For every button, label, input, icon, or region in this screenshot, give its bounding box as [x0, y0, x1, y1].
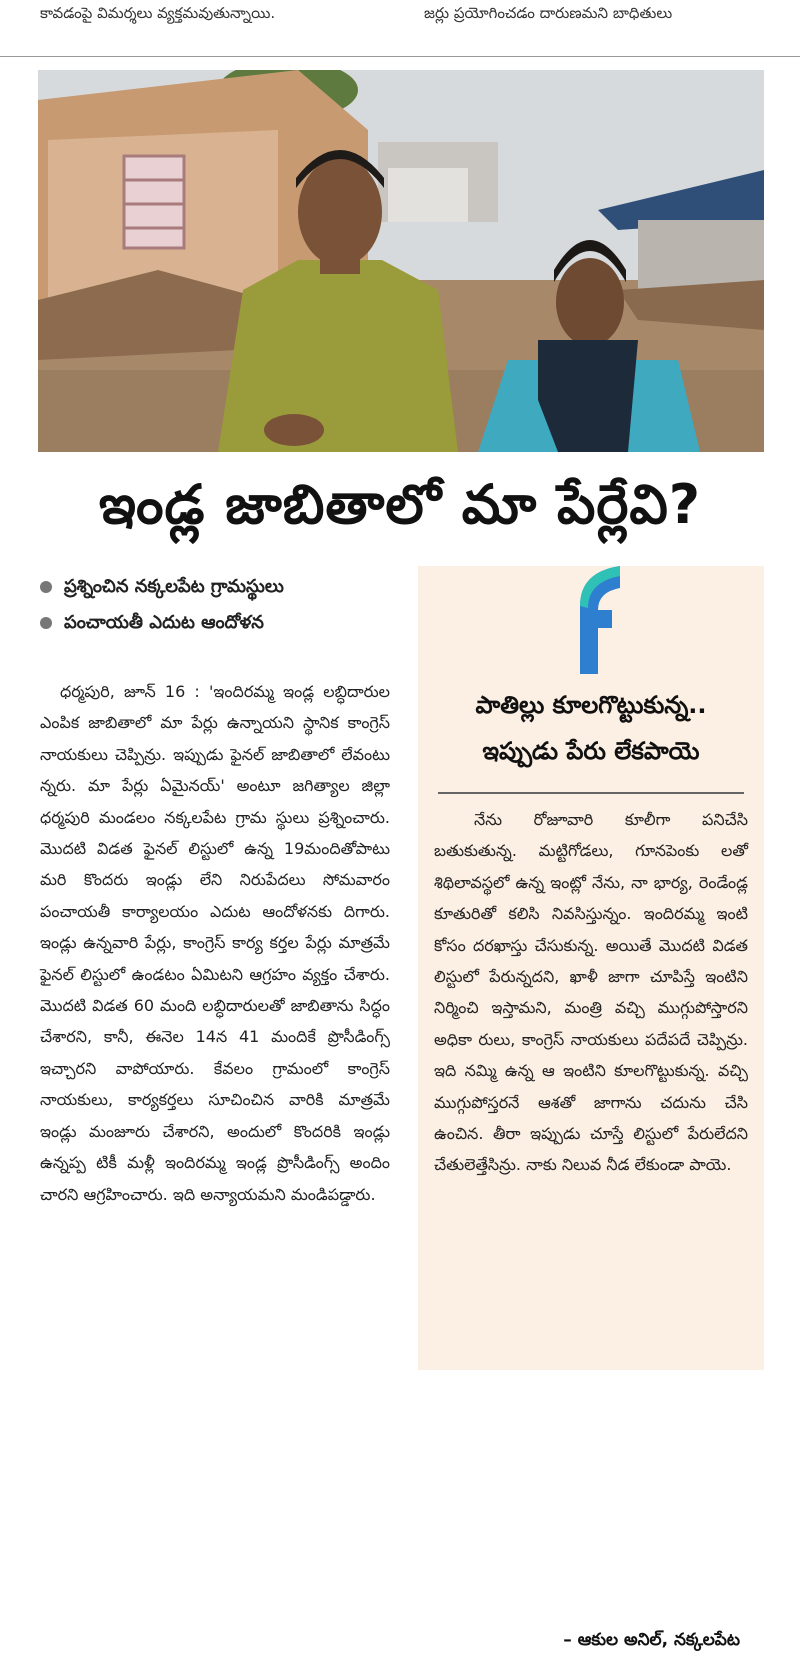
news-photo	[38, 70, 764, 452]
sidebar-heading	[418, 682, 764, 774]
sidebar-byline: – ఆకుల అనిల్, నక్కలపేట	[563, 1630, 740, 1650]
photo-two-villagers-before-damaged-house	[38, 70, 764, 452]
sidebar-heading-line2: ఇప్పుడు పేరు లేకపాయె	[482, 737, 700, 765]
sidebar-heading-line1: పాతిల్లు కూలగొట్టుకున్న..	[475, 691, 707, 719]
bullet-text: పంచాయతీ ఎదుట ఆందోళన	[64, 612, 264, 633]
prev-text-left: కావడంపై విమర్శలు వ్యక్తమవుతున్నాయి.	[40, 4, 276, 22]
article-body: ధర్మపురి, జూన్ 16 : 'ఇందిరమ్మ ఇండ్ల లబ్ధిదారుల ఎంపిక జాబితాలో మా పేర్లు ఉన్నాయని స్థానిక కాంగ్రెస్ నాయకులు చెప్పిన్రు. ఇప్పుడు ఫైనల్ జాబితాలో లేవంటు న్నరు. మా పేర్లు ఏమైనయ్' అంటూ జగిత్యాల జిల్లా ధర్మపురి మండలం నక్కలపేట గ్రామ స్థులు ప్రశ్నించారు. మొదటి విడత ఫైనల్ లిస్టులో ఉన్న 19మందితోపాటు మరి కొందరు ఇండ్లు లేని నిరుపేదలు సోమవారం పంచాయతీ కార్యాలయం ఎదుట ఆందోళనకు దిగారు. ఇండ్లు ఉన్నవారి పేర్లు, కాంగ్రెస్ కార్య కర్తల పేర్లు మాత్రమే ఫైనల్ లిస్టులో ఉండటం ఏమిటని ఆగ్రహం వ్యక్తం చేశారు. మొదటి విడత 60 మంది లబ్ధిదారులతో జాబితాను సిద్ధం చేశారని, కానీ, ఈనెల 14న 41 మందికే ప్రొసీడింగ్స్ ఇచ్చారని వాపోయారు. కేవలం గ్రామంలో కాంగ్రెస్ నాయకులు, కార్యకర్తలు సూచించిన వారికి మాత్రమే ఇండ్లు మంజూరు చేశారని, అందులో కొందరికి ఇండ్లు ఉన్నప్ప టికీ మళ్లీ ఇందిరమ్మ ఇండ్ల ప్రొసీడింగ్స్ అందిం చారని ఆగ్రహించారు. ఇది అన్యాయమని మండిపడ్డారు.	[40, 682, 390, 1204]
section-divider	[0, 56, 800, 57]
headline: ఇండ్ల జాబితాలో మా పేర్లేవి?	[98, 473, 702, 536]
testimony-sidebar	[418, 566, 764, 1650]
bullet-item	[40, 574, 400, 610]
sidebar-body: నేను రోజూవారి కూలీగా పనిచేసి బతుకుతున్న. మట్టిగోడలు, గూనపెంకు లతో శిథిలావస్థలో ఉన్న ఇంట్లో నేను, నా భార్య, రెండేండ్ల కూతురితో కలిసి నివసిస్తున్నం. ఇందిరమ్మ ఇంటి కోసం దరఖాస్తు చేసుకున్న. అయితే మొదటి విడత లిస్టులో పేరున్నదని, ఖాళీ జాగా చూపిస్తే ఇంటిని నిర్మించి ఇస్తామని, మంత్రి వచ్చి ముగ్గుపోస్తారని అధికా రులు, కాంగ్రెస్ నాయకులు పదేపదే చెప్పిన్రు. ఇది నమ్మి ఉన్న ఆ ఇంటిని కూలగొట్టుకున్న. వచ్చి ముగ్గుపోస్తరనే ఆశతో జాగాను చదును చేసి ఉంచిన. తీరా ఇప్పుడు చూస్తే లిస్టులో పేరులేదని చేతులెత్తేసిన్రు. నాకు నిలువ నీడ లేకుండా పాయె.	[434, 810, 748, 1175]
bullet-text: ప్రశ్నించిన నక్కలపేట గ్రామస్థులు	[64, 576, 284, 597]
previous-article-tail	[0, 0, 800, 34]
bullet-dot-icon	[40, 581, 52, 593]
bullet-item	[40, 610, 400, 646]
prev-text-right: జర్లు ప్రయోగించడం దారుణమని బాధితులు	[424, 4, 673, 22]
sidebar-divider	[438, 792, 744, 794]
quote-flag-logo-icon	[562, 566, 622, 674]
subheading-bullets	[40, 574, 400, 646]
bullet-dot-icon	[40, 617, 52, 629]
